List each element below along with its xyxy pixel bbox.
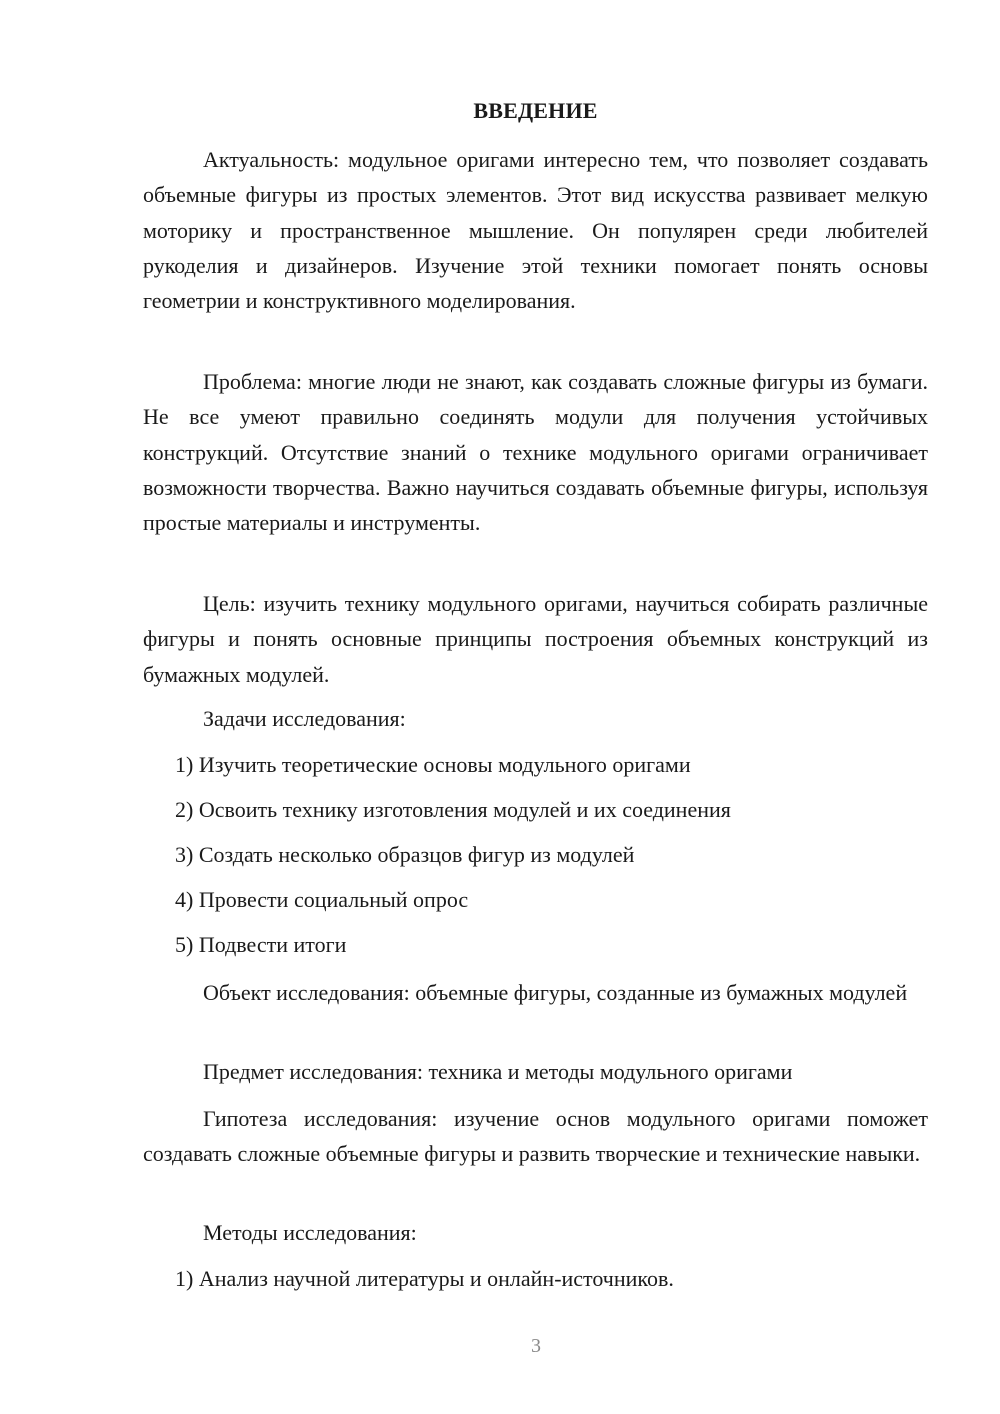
task-item-1: 1) Изучить теоретические основы модульного оригами (175, 752, 691, 777)
paragraph-object: Объект исследования: объемные фигуры, созданные из бумажных модулей (203, 980, 908, 1005)
paragraph-subject: Предмет исследования: техника и методы модульного оригами (203, 1059, 793, 1084)
tasks-heading: Задачи исследования: (203, 706, 406, 731)
task-item-2: 2) Освоить технику изготовления модулей и их соединения (175, 797, 731, 822)
methods-heading: Методы исследования: (203, 1220, 417, 1245)
paragraph-goal: Цель: изучить технику модульного оригами, научиться собирать различные фигуры и понять основные принципы построения объемных конструкций из бумажных модулей. (143, 591, 928, 687)
page-number: 3 (531, 1335, 541, 1357)
task-item-4: 4) Провести социальный опрос (175, 887, 469, 912)
method-item-1: 1) Анализ научной литературы и онлайн-источников. (175, 1266, 674, 1291)
paragraph-problem: Проблема: многие люди не знают, как создавать сложные фигуры из бумаги. Не все умеют правильно соединять модули для получения устойчивых конструкций. Отсутствие знаний о технике модульного оригами ограничивает возможности творчества. Важно научиться создавать объемные фигуры, используя простые материалы и инструменты. (143, 369, 928, 536)
task-item-3: 3) Создать несколько образцов фигур из модулей (175, 842, 635, 867)
task-item-5: 5) Подвести итоги (175, 932, 347, 957)
paragraph-hypothesis: Гипотеза исследования: изучение основ модульного оригами поможет создавать сложные объемные фигуры и развить творческие и технические навыки. (143, 1106, 928, 1167)
paragraph-relevance: Актуальность: модульное оригами интересно тем, что позволяет создавать объемные фигуры из простых элементов. Этот вид искусства развивает мелкую моторику и пространственное мышление. Он популярен среди любителей рукоделия и дизайнеров. Изучение этой техники помогает понять основы геометрии и конструктивного моделирования. (143, 147, 928, 314)
page-title: ВВЕДЕНИЕ (473, 98, 598, 123)
